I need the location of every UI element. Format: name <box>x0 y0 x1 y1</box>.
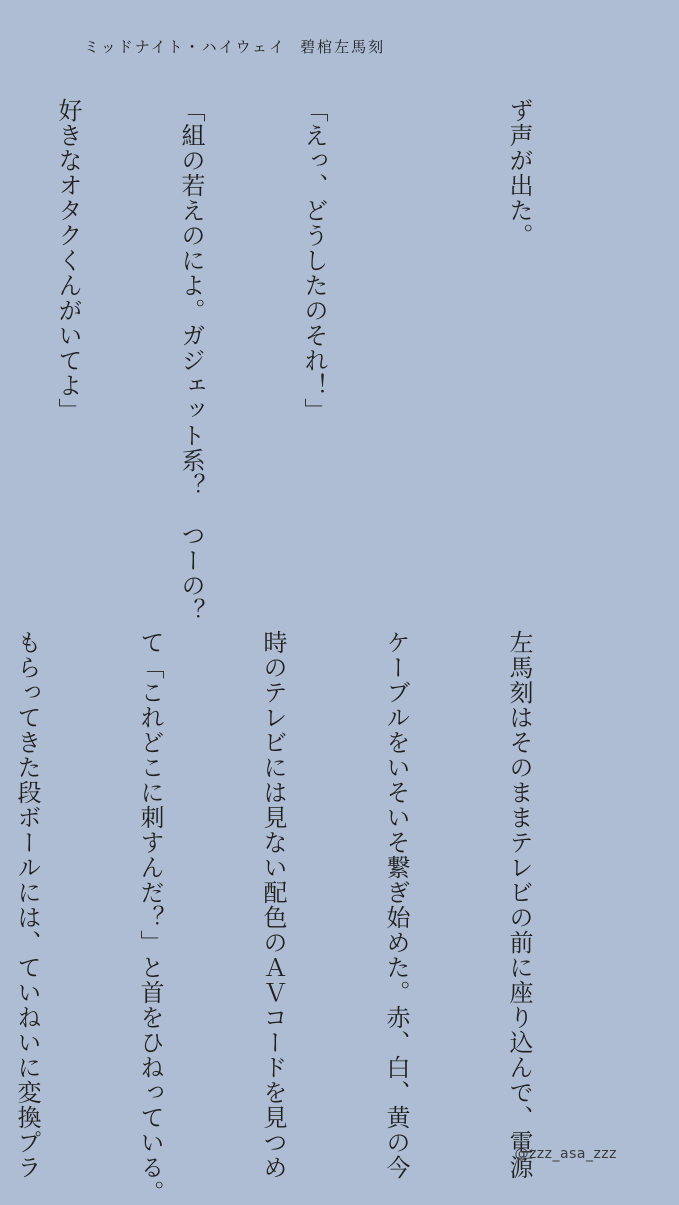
header <box>84 36 385 57</box>
text-line: ず声が出た。 <box>505 98 533 248</box>
author-handle-watermark: @zzz_asa_zzz <box>514 1146 617 1162</box>
text-block-bottom <box>0 630 621 1205</box>
text-line: 時のテレビには見ない配色のＡＶコードを見つめ <box>259 630 287 1180</box>
text-block-top <box>0 98 621 623</box>
author-name: 碧棺左馬刻 <box>300 38 386 56</box>
text-line: て「これどこに刺すんだ？」と首をひねっている。 <box>136 630 164 1205</box>
text-line: 好きなオタクくんがいてよ」 <box>54 98 82 423</box>
text-line: もらってきた段ボールには、ていねいに変換プラ <box>13 630 41 1180</box>
text-line: ケーブルをいそいそ繋ぎ始めた。赤、白、黄の今 <box>382 630 410 1180</box>
text-line: 「組の若えのによ。ガジェット系？ つーの？ <box>177 98 205 623</box>
story-title: ミッドナイト・ハイウェイ <box>84 38 287 56</box>
text-line: 「えっ、どうしたのそれ！」 <box>300 98 328 423</box>
text-line: 左馬刻はそのままテレビの前に座り込んで、電源 <box>505 630 533 1180</box>
